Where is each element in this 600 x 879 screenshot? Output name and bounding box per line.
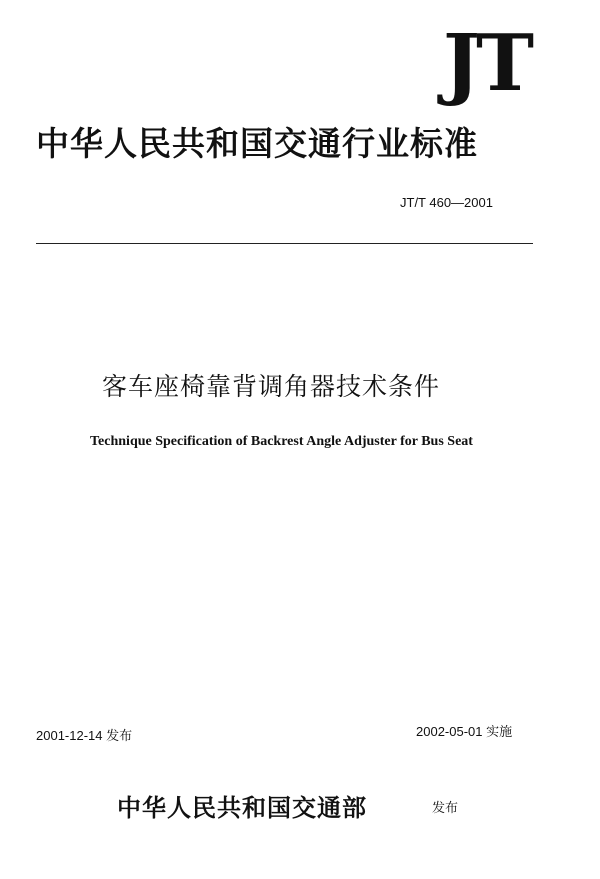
standard-title: 中华人民共和国交通行业标准 bbox=[36, 124, 478, 163]
implementation-date: 2002-05-01 实施 bbox=[416, 724, 513, 739]
standard-code: JT/T 460—2001 bbox=[400, 195, 493, 210]
document-title-cn: 客车座椅靠背调角器技术条件 bbox=[102, 372, 441, 401]
document-title-en: Technique Specification of Backrest Angle Adjuster for Bus Seat bbox=[90, 434, 473, 449]
publisher-name: 中华人民共和国交通部 bbox=[117, 793, 367, 822]
jt-logo: JT bbox=[443, 18, 530, 109]
header-divider bbox=[36, 243, 533, 244]
issue-date: 2001-12-14 发布 bbox=[36, 728, 133, 743]
publish-label: 发布 bbox=[432, 801, 459, 816]
